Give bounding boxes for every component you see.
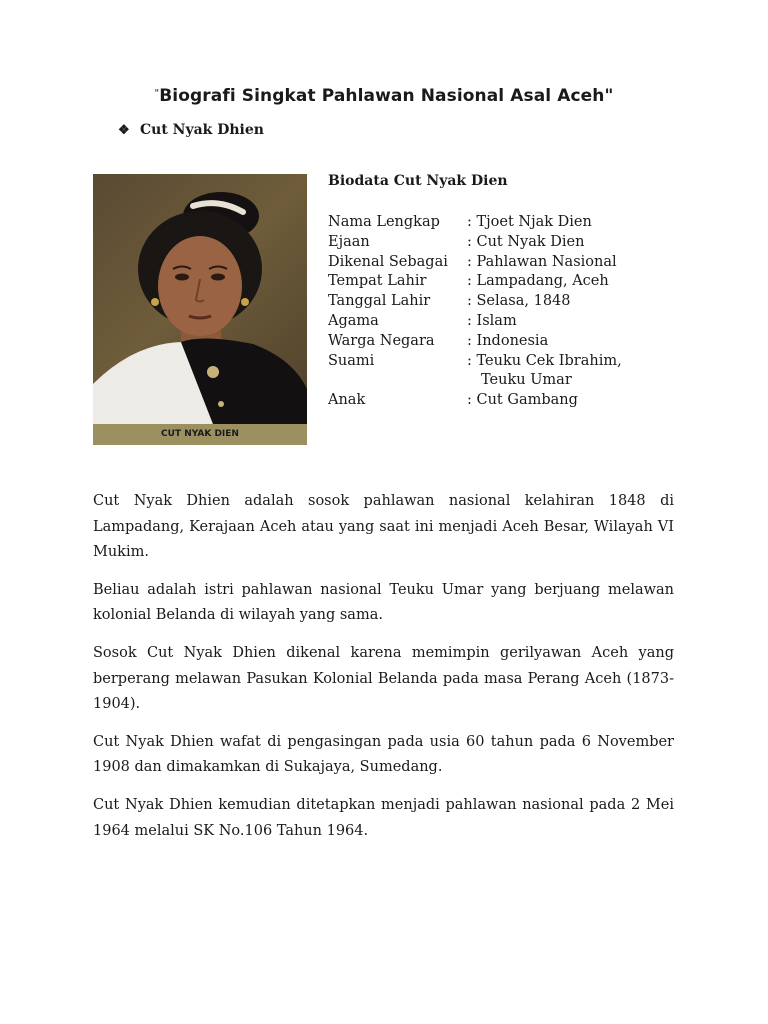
biodata-value: : Tjoet Njak Dien <box>467 214 592 230</box>
paragraph: Cut Nyak Dhien adalah sosok pahlawan nasional kelahiran 1848 di Lampadang, Kerajaan Aceh atau yang saat ini menjadi Aceh Besar, Wilayah VI Mukim. <box>93 493 674 561</box>
biodata-key: Tempat Lahir <box>328 273 427 290</box>
portrait-caption: CUT NYAK DIEN <box>93 424 307 445</box>
paragraph: Sosok Cut Nyak Dhien dikenal karena memimpin gerilyawan Aceh yang berperang melawan Pasukan Kolonial Belanda pada masa Perang Aceh (1873- 1904). <box>93 644 674 713</box>
biodata-key: Ejaan <box>328 233 370 250</box>
biodata-key: Suami <box>328 352 375 369</box>
portrait-image <box>93 174 307 445</box>
biodata-row <box>328 332 688 352</box>
paragraph: Beliau adalah istri pahlawan nasional Teuku Umar yang berjuang melawan kolonial Belanda di wilayah yang sama. <box>93 581 674 624</box>
paragraph: Cut Nyak Dhien wafat di pengasingan pada usia 60 tahun pada 6 November 1908 dan dimakamkan di Sukajaya, Sumedang. <box>93 733 674 776</box>
biodata-value: : Cut Gambang <box>467 392 578 409</box>
biodata-row <box>328 292 688 312</box>
biodata-key: Anak <box>328 392 366 409</box>
biodata-key <box>328 371 467 391</box>
biodata-key: Agama <box>328 312 379 329</box>
biodata-row <box>328 272 688 292</box>
biodata-row <box>328 371 688 391</box>
section-heading <box>118 122 264 138</box>
biodata-value: : Indonesia <box>467 332 549 349</box>
biodata-value: : Selasa, 1848 <box>467 293 571 310</box>
paragraph: Cut Nyak Dhien kemudian ditetapkan menjadi pahlawan nasional pada 2 Mei 1964 melalui SK No.106 Tahun 1964. <box>93 796 674 839</box>
document-title <box>0 86 768 106</box>
biodata-key: Tanggal Lahir <box>328 293 431 310</box>
biodata-section <box>328 173 688 411</box>
biodata-row <box>328 253 688 273</box>
biodata-row <box>328 213 688 233</box>
biodata-value: : Cut Nyak Dien <box>467 233 585 250</box>
body-text <box>93 489 674 856</box>
title-open-quote: " <box>154 88 160 99</box>
biodata-title: Biodata Cut Nyak Dien <box>328 173 508 189</box>
portrait-painting <box>93 174 307 424</box>
biodata-key: Warga Negara <box>328 332 435 349</box>
section-heading-text: Cut Nyak Dhien <box>140 122 264 138</box>
biodata-key: Nama Lengkap <box>328 214 440 230</box>
biodata-value: Teuku Umar <box>481 372 572 389</box>
biodata-value: : Teuku Cek Ibrahim, <box>467 352 622 369</box>
biodata-row <box>328 233 688 253</box>
biodata-value: : Pahlawan Nasional <box>467 253 617 270</box>
biodata-value: : Islam <box>467 312 517 329</box>
biodata-key: Dikenal Sebagai <box>328 253 448 270</box>
biodata-row <box>328 352 688 372</box>
biodata-row <box>328 391 688 411</box>
biodata-value: : Lampadang, Aceh <box>467 273 609 290</box>
biodata-row <box>328 312 688 332</box>
title-text: Biografi Singkat Pahlawan Nasional Asal Aceh" <box>159 86 614 106</box>
diamond-bullet-icon: ❖ <box>118 123 130 138</box>
